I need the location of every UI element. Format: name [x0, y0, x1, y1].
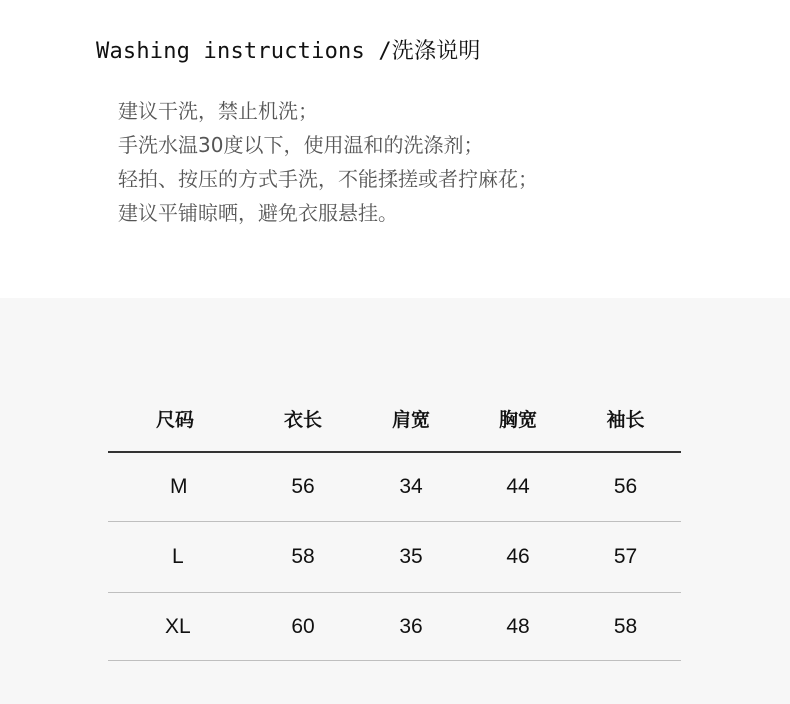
- table-row: [108, 522, 681, 593]
- cell-sleeve: 56: [570, 452, 681, 522]
- header-sleeve: 袖长: [570, 386, 681, 452]
- header-chest: 胸宽: [466, 386, 570, 452]
- table-row: [108, 593, 681, 661]
- cell-sleeve: 58: [570, 593, 681, 661]
- cell-size: M: [108, 452, 250, 522]
- cell-chest: 48: [466, 593, 570, 661]
- cell-size: XL: [108, 593, 250, 661]
- washing-title: Washing instructions /洗涤说明: [96, 39, 481, 64]
- cell-length: 58: [250, 522, 356, 593]
- instruction-line-water-temp: 手洗水温30度以下，使用温和的洗涤剂；: [118, 133, 484, 157]
- table-row: [108, 452, 681, 522]
- instruction-line-hand-wash: 轻拍、按压的方式手洗，不能揉搓或者拧麻花；: [118, 167, 538, 191]
- instruction-line-drying: 建议平铺晾晒，避免衣服悬挂。: [118, 201, 398, 225]
- header-length: 衣长: [250, 386, 356, 452]
- cell-length: 56: [250, 452, 356, 522]
- cell-size: L: [108, 522, 250, 593]
- instruction-line-dry-clean: 建议干洗，禁止机洗；: [118, 99, 318, 123]
- washing-instructions-list: [118, 94, 538, 230]
- cell-shoulder: 36: [356, 593, 466, 661]
- cell-length: 60: [250, 593, 356, 661]
- header-shoulder: 肩宽: [356, 386, 466, 452]
- cell-chest: 44: [466, 452, 570, 522]
- cell-shoulder: 34: [356, 452, 466, 522]
- size-table: [108, 386, 681, 661]
- header-size: 尺码: [108, 386, 250, 452]
- cell-shoulder: 35: [356, 522, 466, 593]
- cell-sleeve: 57: [570, 522, 681, 593]
- washing-section: [0, 0, 790, 298]
- cell-chest: 46: [466, 522, 570, 593]
- size-table-header-row: [108, 386, 681, 452]
